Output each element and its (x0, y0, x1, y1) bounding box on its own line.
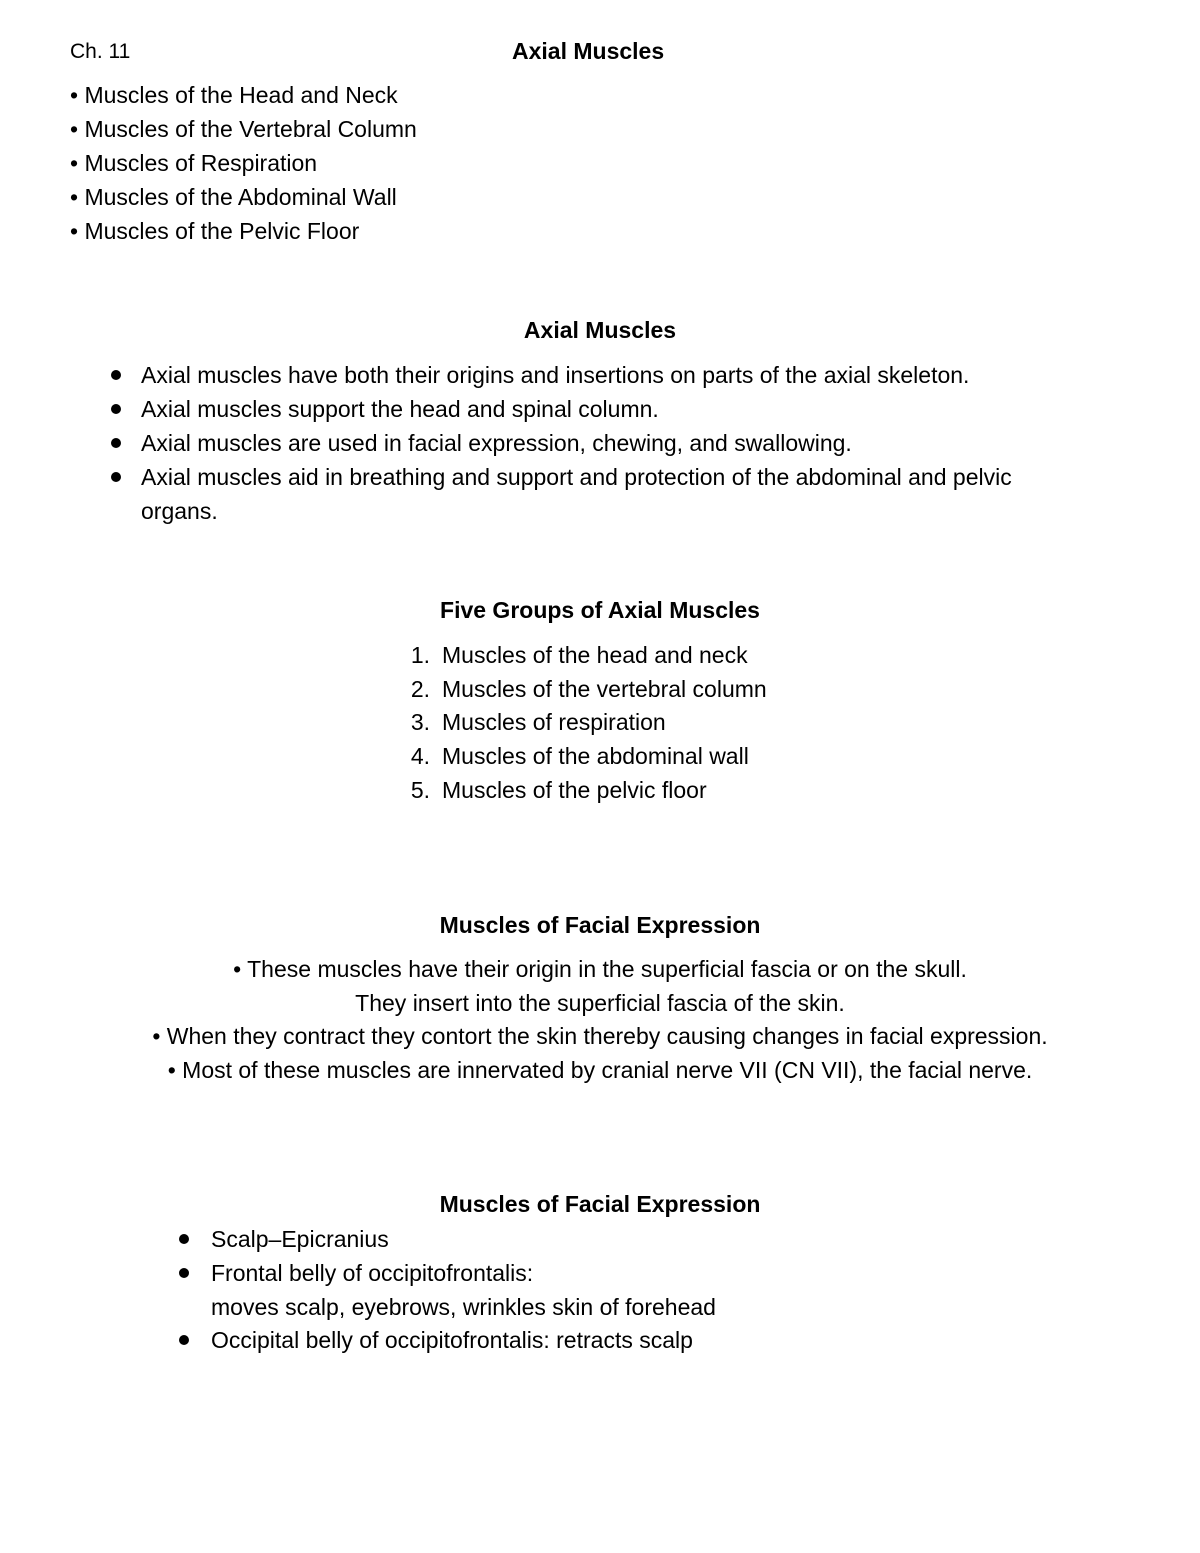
paragraph-line: • These muscles have their origin in the superficial fascia or on the skull. (233, 956, 967, 982)
list-item: Occipital belly of occipitofrontalis: retracts scalp (211, 1327, 693, 1353)
list-item: Axial muscles aid in breathing and support and protection of the abdominal and pelvic (141, 464, 1012, 490)
page-title: Axial Muscles (512, 38, 665, 64)
bullet-icon (111, 472, 121, 482)
list-item: Scalp–Epicranius (211, 1226, 389, 1252)
section-title: Five Groups of Axial Muscles (440, 597, 760, 623)
bullet-icon (111, 404, 121, 414)
chapter-label: Ch. 11 (70, 40, 131, 63)
list-item: Muscles of the abdominal wall (442, 743, 749, 769)
list-item: • Muscles of the Vertebral Column (70, 116, 417, 142)
list-item: Muscles of the vertebral column (442, 676, 767, 702)
section-title: Muscles of Facial Expression (439, 912, 761, 938)
list-number: 2. (410, 676, 430, 702)
list-number: 3. (410, 709, 430, 735)
list-item: Muscles of the head and neck (442, 642, 748, 668)
list-number: 5. (410, 777, 430, 803)
list-item: Axial muscles are used in facial expression, chewing, and swallowing. (141, 430, 852, 456)
bullet-icon (111, 370, 121, 380)
paragraph-line: • When they contract they contort the skin thereby causing changes in facial expression. (152, 1023, 1048, 1049)
list-item: Frontal belly of occipitofrontalis: (211, 1260, 534, 1286)
list-item-continuation: moves scalp, eyebrows, wrinkles skin of forehead (211, 1294, 716, 1320)
paragraph-line: • Most of these muscles are innervated by cranial nerve VII (CN VII), the facial nerve. (167, 1057, 1033, 1083)
section-title: Axial Muscles (523, 317, 677, 343)
paragraph-line: They insert into the superficial fascia of the skin. (355, 990, 845, 1016)
list-item: • Muscles of Respiration (70, 150, 318, 176)
list-item: Muscles of respiration (442, 709, 666, 735)
bullet-icon (179, 1335, 189, 1345)
list-item: • Muscles of the Pelvic Floor (70, 218, 360, 244)
list-item: Axial muscles support the head and spinal column. (141, 396, 659, 422)
list-item: Axial muscles have both their origins and insertions on parts of the axial skeleton. (141, 362, 970, 388)
section-title: Muscles of Facial Expression (439, 1191, 761, 1217)
list-item: Muscles of the pelvic floor (442, 777, 707, 803)
bullet-icon (179, 1268, 189, 1278)
list-item-continuation: organs. (141, 498, 218, 524)
bullet-icon (179, 1234, 189, 1244)
list-number: 1. (410, 642, 430, 668)
list-item: • Muscles of the Abdominal Wall (70, 184, 397, 210)
list-item: • Muscles of the Head and Neck (70, 82, 398, 108)
list-number: 4. (410, 743, 430, 769)
bullet-icon (111, 438, 121, 448)
